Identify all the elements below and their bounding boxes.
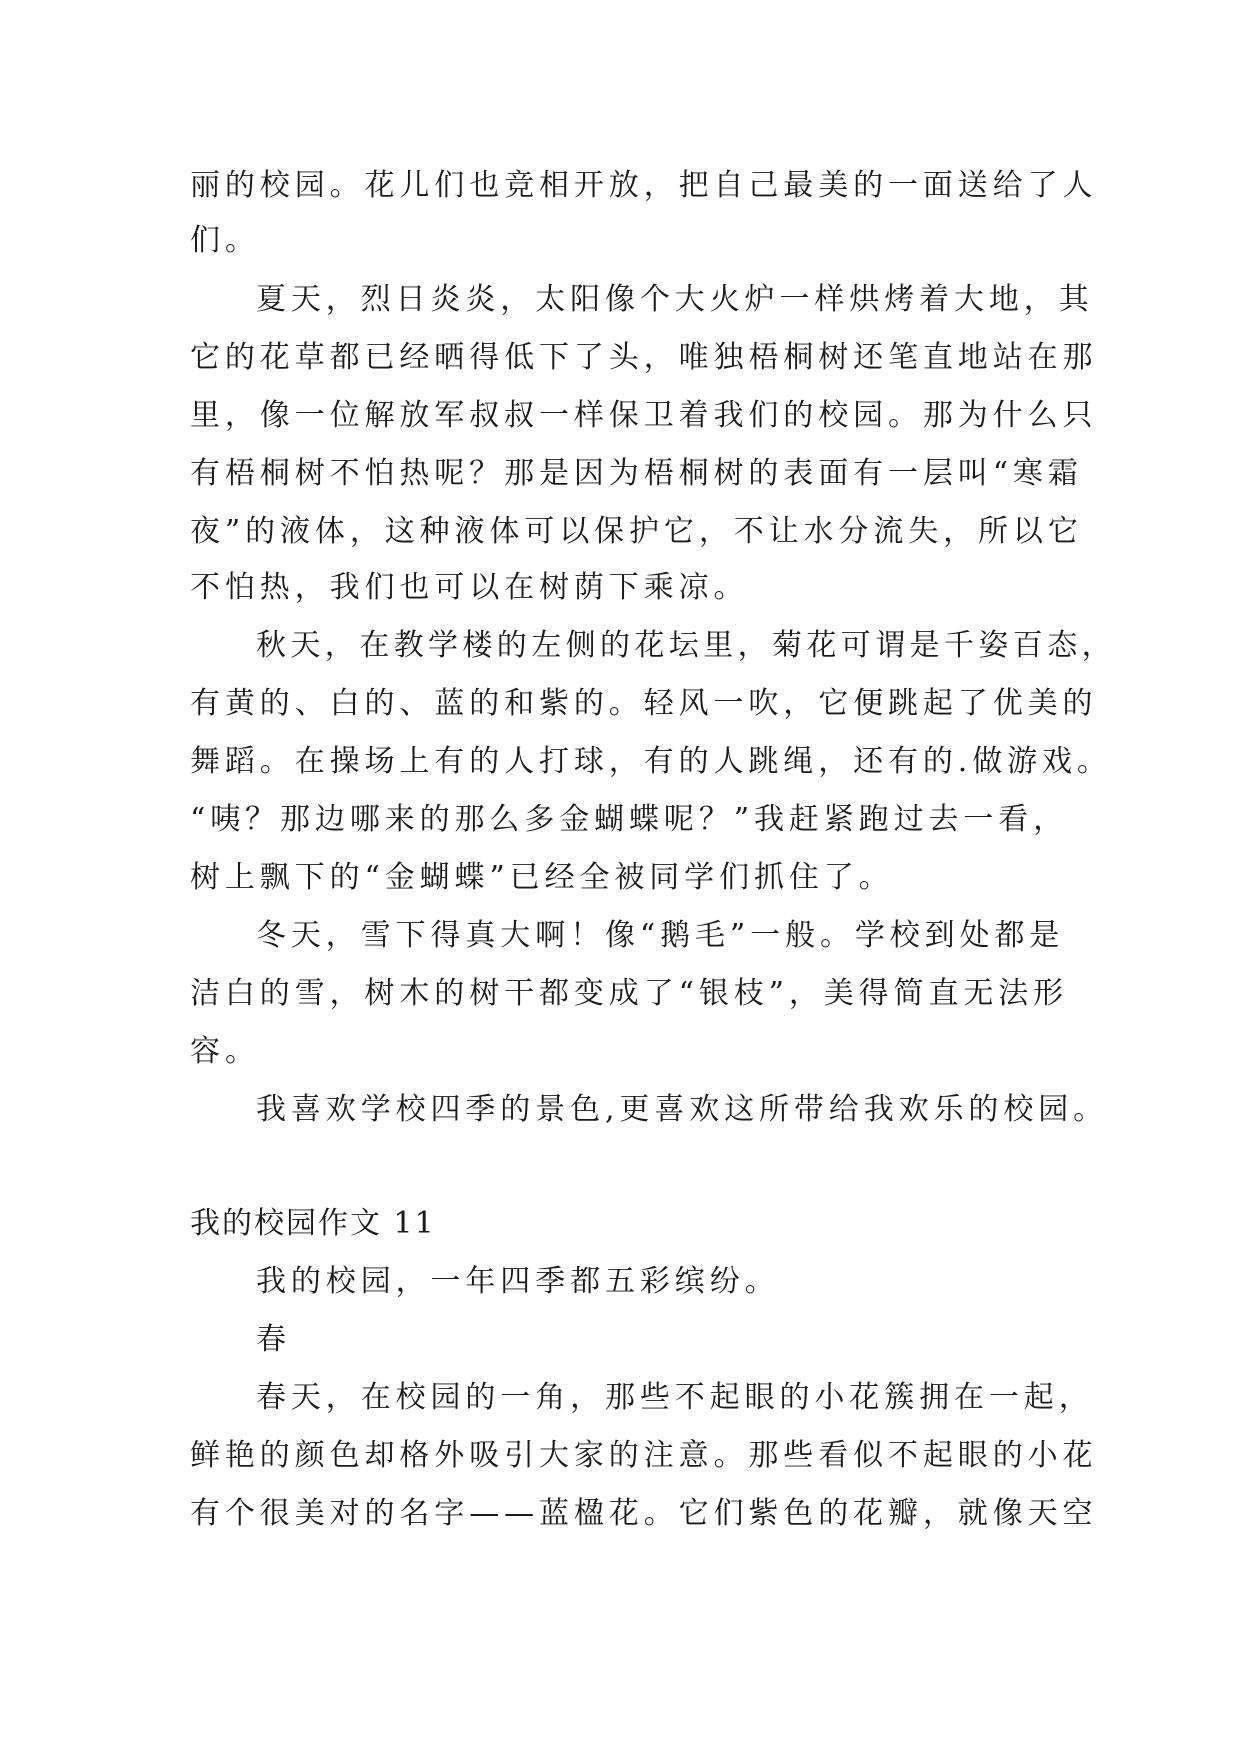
paragraph-line: 们。 [190, 223, 260, 258]
paragraph-line: 夜”的液体，这种液体可以保护它，不让水分流失，所以它 [190, 514, 1083, 549]
section-title: 我的校园作文 11 [190, 1206, 436, 1241]
paragraph-line: 洁白的雪，树木的树干都变成了“银枝”，美得简直无法形 [190, 976, 1069, 1011]
paragraph-line: 夏天，烈日炎炎，太阳像个大火炉一样烘烤着大地，其 [256, 282, 1094, 317]
paragraph-line: 有梧桐树不怕热呢？那是因为梧桐树的表面有一层叫“寒霜 [190, 456, 1083, 491]
paragraph-line: 里，像一位解放军叔叔一样保卫着我们的校园。那为什么只 [190, 398, 1098, 433]
paragraph-line: 丽的校园。花儿们也竞相开放，把自己最美的一面送给了人 [190, 168, 1098, 203]
paragraph-line: 有个很美对的名字——蓝楹花。它们紫色的花瓣，就像天空 [190, 1496, 1098, 1531]
paragraph-line: 我喜欢学校四季的景色,更喜欢这所带给我欢乐的校园。 [256, 1092, 1109, 1127]
paragraph-line: 冬天，雪下得真大啊！像“鹅毛”一般。学校到处都是 [256, 918, 1065, 953]
paragraph-line: “咦？那边哪来的那么多金蝴蝶呢？”我赶紧跑过去一看， [190, 802, 1069, 837]
paragraph-line: 它的花草都已经晒得低下了头，唯独梧桐树还笔直地站在那 [190, 340, 1098, 375]
paragraph-line: 有黄的、白的、蓝的和紫的。轻风一吹，它便跳起了优美的 [190, 686, 1098, 721]
paragraph-line: 容。 [190, 1034, 260, 1069]
paragraph-line: 树上飘下的“金蝴蝶”已经全被同学们抓住了。 [190, 860, 894, 895]
paragraph-line: 舞蹈。在操场上有的人打球，有的人跳绳，还有的.做游戏。 [190, 744, 1112, 779]
paragraph-line: 秋天，在教学楼的左侧的花坛里，菊花可谓是千姿百态， [256, 628, 1116, 663]
paragraph-line: 不怕热，我们也可以在树荫下乘凉。 [190, 570, 749, 605]
subheading: 春 [256, 1322, 291, 1357]
paragraph-line: 鲜艳的颜色却格外吸引大家的注意。那些看似不起眼的小花 [190, 1438, 1098, 1473]
paragraph-line: 我的校园，一年四季都五彩缤纷。 [256, 1264, 780, 1299]
paragraph-line: 春天，在校园的一角，那些不起眼的小花簇拥在一起， [256, 1380, 1094, 1415]
